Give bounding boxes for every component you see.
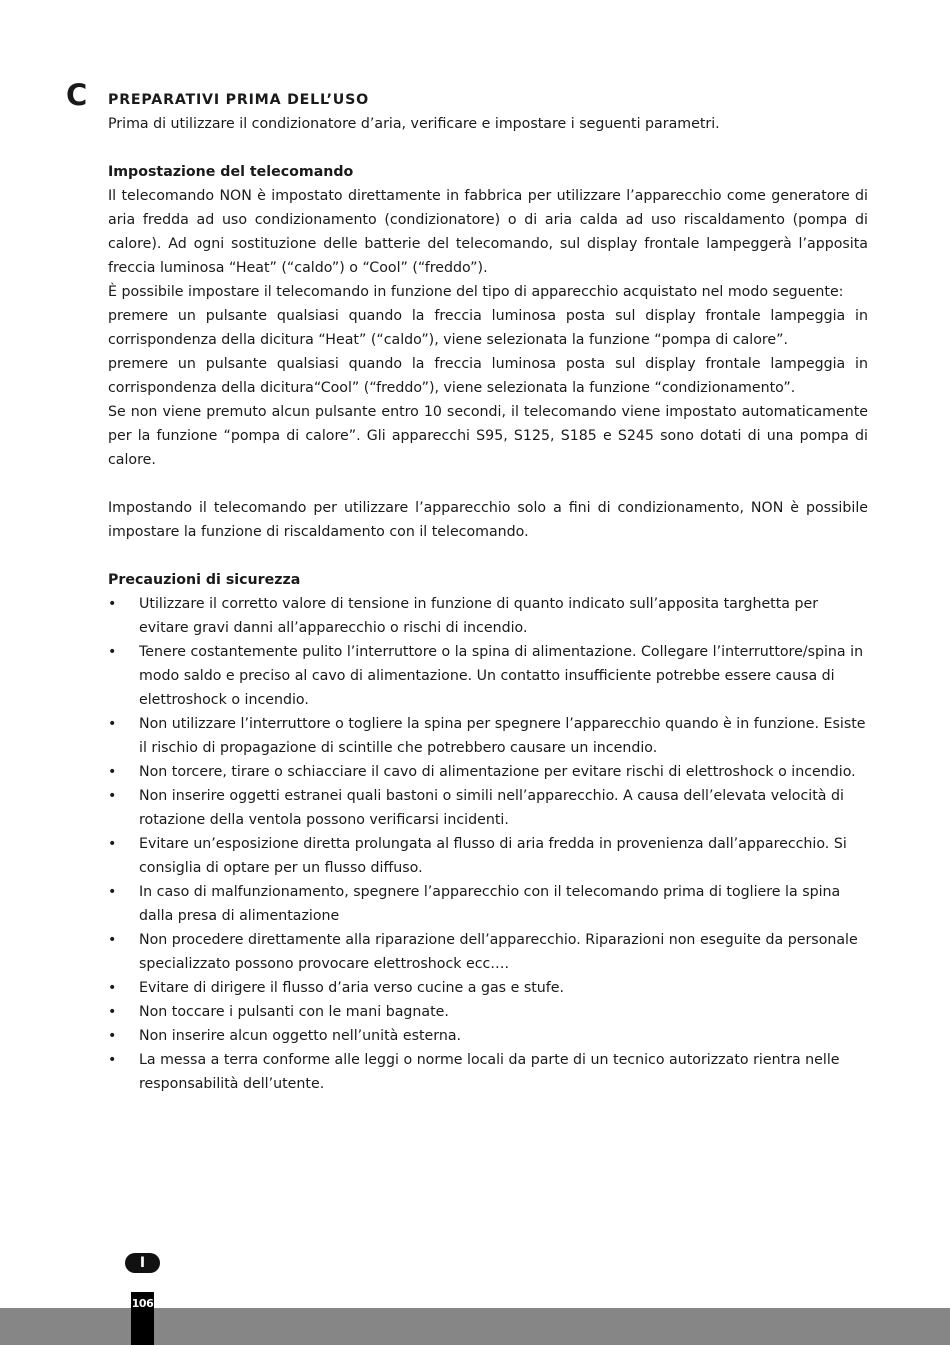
list-item [108, 928, 868, 976]
section-intro: Prima di utilizzare il condizionatore d’aria, verificare e impostare i seguenti parametri. [108, 116, 720, 132]
bullet-marker: • [108, 644, 117, 660]
list-item-text: Non inserire alcun oggetto nell’unità esterna. [139, 1028, 462, 1044]
list-item [108, 592, 868, 640]
bullet-marker: • [108, 1004, 117, 1020]
language-badge: I [125, 1253, 160, 1273]
list-item [108, 784, 868, 832]
list-item-text: Non utilizzare l’interruttore o togliere la spina per spegnere l’apparecchio quando è in funzione. Esiste il rischio di propagazione di scintille che potrebbero causare un incendio. [139, 716, 866, 756]
bullet-marker: • [108, 980, 117, 996]
list-item-text: La messa a terra conforme alle leggi o norme locali da parte di un tecnico autorizzato rientra nelle responsabilità dell’utente. [139, 1052, 840, 1092]
bullet-marker: • [108, 764, 117, 780]
remote-paragraph: Se non viene premuto alcun pulsante entro 10 secondi, il telecomando viene impostato automaticamente per la funzione “pompa di calore”. Gli apparecchi S95, S125, S185 e S245 sono dotati di una pompa di calore. [108, 404, 868, 468]
section-letter: C [66, 78, 88, 112]
list-item [108, 1000, 868, 1024]
safety-heading: Precauzioni di sicurezza [108, 572, 301, 588]
remote-paragraph: Impostando il telecomando per utilizzare l’apparecchio solo a fini di condizionamento, NON è possibile impostare la funzione di riscaldamento con il telecomando. [108, 500, 868, 540]
bullet-marker: • [108, 884, 117, 900]
list-item [108, 832, 868, 880]
section-title: PREPARATIVI PRIMA DELL’USO [108, 92, 369, 108]
list-item-text: Utilizzare il corretto valore di tensione in funzione di quanto indicato sull’apposita targhetta per evitare gravi danni all’apparecchio o rischi di incendio. [139, 596, 819, 636]
remote-paragraph: premere un pulsante qualsiasi quando la freccia luminosa posta sul display frontale lampeggia in corrispondenza della dicitura“Cool” (“freddo”), viene selezionata la funzione “condizionamento”. [108, 356, 868, 396]
list-item [108, 880, 868, 928]
list-item [108, 712, 868, 760]
bullet-marker: • [108, 836, 117, 852]
remote-paragraph: È possibile impostare il telecomando in funzione del tipo di apparecchio acquistato nel modo seguente: [108, 284, 844, 300]
safety-list [108, 592, 868, 1096]
main-content [108, 88, 868, 1096]
list-item-text: Non procedere direttamente alla riparazione dell’apparecchio. Riparazioni non eseguite da personale specializzato possono provocare elettroshock ecc…. [139, 932, 858, 972]
list-item-text: Non torcere, tirare o schiacciare il cavo di alimentazione per evitare rischi di elettroshock o incendio. [139, 764, 856, 780]
list-item [108, 640, 868, 712]
list-item [108, 1048, 868, 1096]
bullet-marker: • [108, 788, 117, 804]
bullet-marker: • [108, 596, 117, 612]
list-item-text: Evitare di dirigere il flusso d’aria verso cucine a gas e stufe. [139, 980, 565, 996]
remote-paragraph: Il telecomando NON è impostato direttamente in fabbrica per utilizzare l’apparecchio come generatore di aria fredda ad uso condizionamento (condizionatore) o di aria calda ad uso riscaldamento (pompa di calore). Ad ogni sostituzione delle batterie del telecomando, sul display frontale lampeggerà l’apposita freccia luminosa “Heat” (“caldo”) o “Cool” (“freddo”). [108, 188, 868, 276]
list-item [108, 760, 868, 784]
list-item [108, 1024, 868, 1048]
bullet-marker: • [108, 1052, 117, 1068]
list-item-text: Evitare un’esposizione diretta prolungata al flusso di aria fredda in provenienza dall’apparecchio. Si consiglia di optare per un flusso diffuso. [139, 836, 847, 876]
list-item-text: Non toccare i pulsanti con le mani bagnate. [139, 1004, 449, 1020]
bullet-marker: • [108, 932, 117, 948]
remote-paragraph: premere un pulsante qualsiasi quando la freccia luminosa posta sul display frontale lampeggia in corrispondenza della dicitura “Heat” (“caldo”), viene selezionata la funzione “pompa di calore”. [108, 308, 868, 348]
bullet-marker: • [108, 716, 117, 732]
bullet-marker: • [108, 1028, 117, 1044]
remote-heading: Impostazione del telecomando [108, 164, 354, 180]
list-item-text: In caso di malfunzionamento, spegnere l’apparecchio con il telecomando prima di togliere la spina dalla presa di alimentazione [139, 884, 841, 924]
list-item-text: Non inserire oggetti estranei quali bastoni o simili nell’apparecchio. A causa dell’elevata velocità di rotazione della ventola possono verificarsi incidenti. [139, 788, 844, 828]
page-number: 106 [131, 1297, 154, 1310]
list-item [108, 976, 868, 1000]
list-item-text: Tenere costantemente pulito l’interruttore o la spina di alimentazione. Collegare l’interruttore/spina in modo saldo e preciso al cavo di alimentazione. Un contatto insufficiente potrebbe essere causa di elettroshock o incendio. [139, 644, 864, 708]
